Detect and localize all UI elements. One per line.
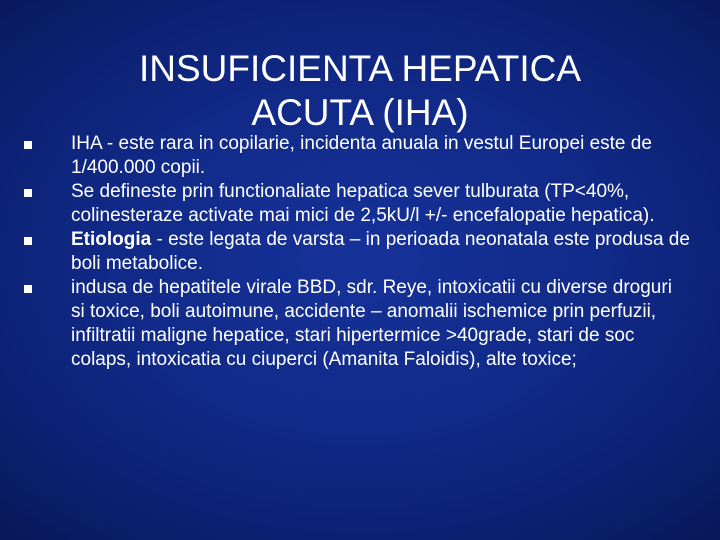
bullet-text: IHA - este rara in copilarie, incidenta anuala in vestul Europei este de 1/400.000 copii. <box>71 133 652 178</box>
square-bullet-icon <box>24 189 32 197</box>
slide-title-line-2: ACUTA (IHA) <box>251 91 469 133</box>
bullet-item-definition <box>0 180 720 228</box>
bullet-list <box>0 132 720 372</box>
bullet-text: Se defineste prin functionaliate hepatica sever tulburata (TP<40%, colinesteraze activate mai mici de 2,5kU/l +/- encefalopatie hepatica). <box>71 181 655 226</box>
bullet-item-incidence <box>0 132 720 180</box>
slide-title <box>0 47 720 135</box>
bullet-text: - este legata de varsta – in perioada neonatala este produsa de boli metabolice. <box>71 229 690 274</box>
square-bullet-icon <box>24 285 32 293</box>
square-bullet-icon <box>24 141 32 149</box>
square-bullet-icon <box>24 237 32 245</box>
slide-title-line-1: INSUFICIENTA HEPATICA <box>139 47 581 89</box>
bullet-text: indusa de hepatitele virale BBD, sdr. Reye, intoxicatii cu diverse droguri si toxice, boli autoimune, accidente – anomalii ischemice prin perfuzii, infiltratii maligne hepatice, stari hipertermice >40grade, stari de soc colaps, intoxicatia cu ciuperci (Amanita Faloidis), alte toxice; <box>71 277 672 370</box>
bullet-term: Etiologia <box>71 229 152 250</box>
bullet-item-etiology <box>0 228 720 276</box>
bullet-item-causes <box>0 276 720 372</box>
